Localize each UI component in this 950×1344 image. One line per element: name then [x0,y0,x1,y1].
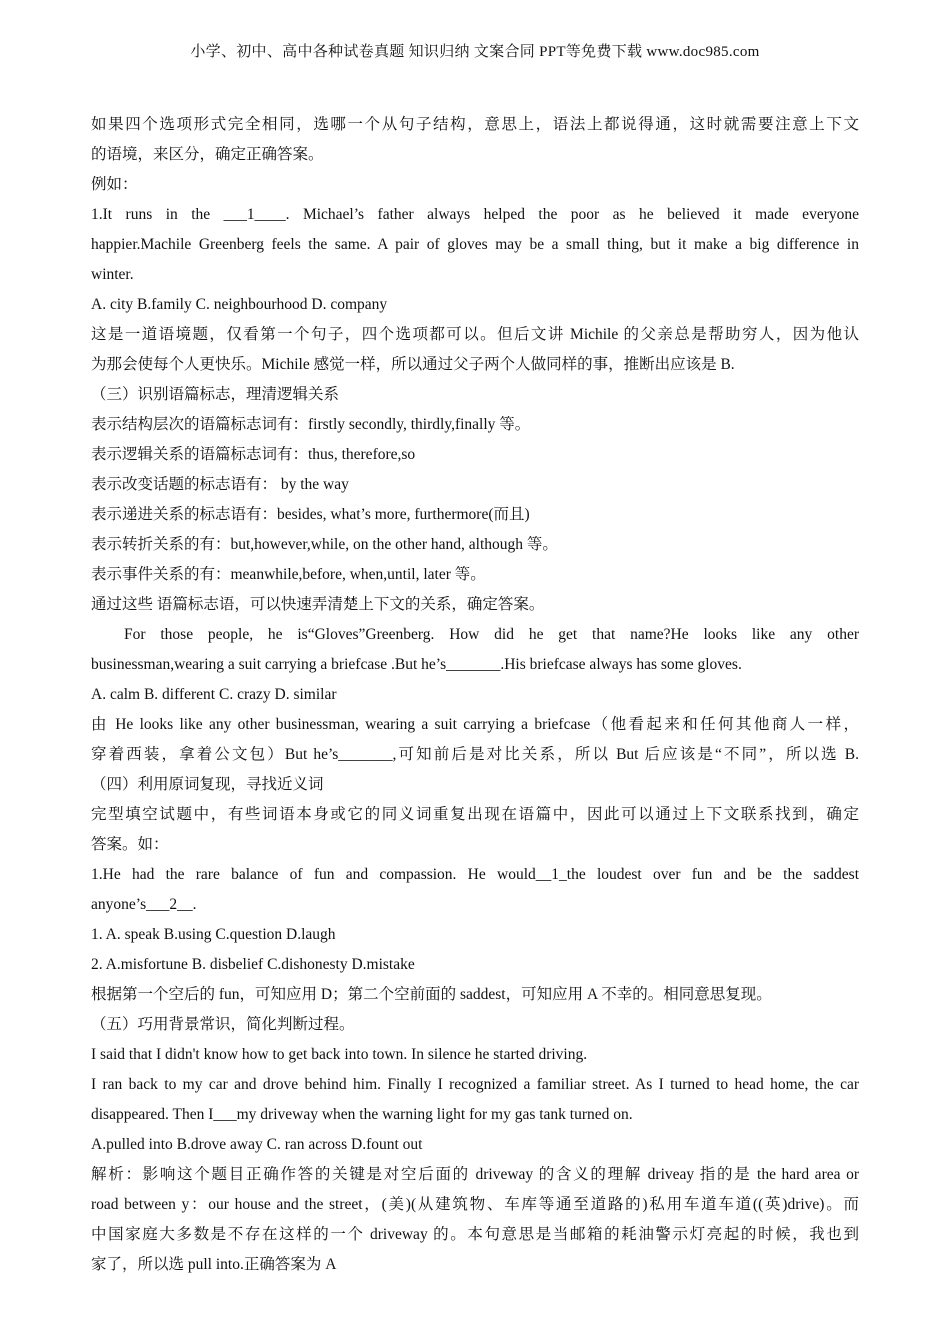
text-line: 表示逻辑关系的语篇标志词有：thus, therefore,so [91,446,416,463]
page-header: 小学、初中、高中各种试卷真题 知识归纳 文案合同 PPT等免费下载 www.doc985.com [190,44,760,60]
text-line: 1. A. speak B.using C.question D.laugh [91,926,336,943]
text-line: （四）利用原词复现，寻找近义词 [91,776,324,793]
text-line: 穿着西装，拿着公文包）But he’s_______,可知前后是对比关系，所以 But 后应该是“不同”，所以选 B. [91,746,859,763]
text-line: A.pulled into B.drove away C. ran across D.fount out [91,1136,423,1153]
text-line: I said that I didn't know how to get back into town. In silence he started driving. [91,1046,588,1063]
text-line: disappeared. Then I___my driveway when the warning light for my gas tank turned on. [91,1106,633,1123]
text-line: winter. [91,266,134,283]
text-line: 解析：影响这个题目正确作答的关键是对空后面的 driveway 的含义的理解 driveay 指的是 the hard area or [91,1166,859,1183]
text-line: 为那会使每个人更快乐。Michile 感觉一样，所以通过父子两个人做同样的事，推断出应该是 B. [91,356,735,373]
text-line: road between y：our house and the street，(美)(从建筑物、车库等通至道路的)私用车道车道((英)drive)。而 [91,1196,859,1213]
text-line: 2. A.misfortune B. disbelief C.dishonesty D.mistake [91,956,415,973]
text-line: （三）识别语篇标志，理清逻辑关系 [91,386,340,403]
text-line: 通过这些 语篇标志语，可以快速弄清楚上下文的关系，确定答案。 [91,596,545,613]
text-line: 表示转折关系的有：but,however,while, on the other hand, although 等。 [91,536,558,553]
text-line: 1.He had the rare balance of fun and compassion. He would__1_the loudest over fun and be the saddest [91,866,859,883]
text-line: 1.It runs in the ___1____. Michael’s father always helped the poor as he believed it made everyone [91,206,859,223]
text-line: businessman,wearing a suit carrying a briefcase .But he’s_______.His briefcase always has some gloves. [91,656,742,673]
text-line: 表示递进关系的标志语有：besides, what’s more, furthermore(而且) [91,506,530,523]
text-line: 表示事件关系的有：meanwhile,before, when,until, later 等。 [91,566,486,583]
text-line: A. calm B. different C. crazy D. similar [91,686,337,703]
text-line: 表示改变话题的标志语有： by the way [91,476,349,493]
text-line: 根据第一个空后的 fun，可知应用 D；第二个空前面的 saddest，可知应用 A 不幸的。相同意思复现。 [91,986,772,1003]
text-line: 答案。如： [91,836,169,853]
text-line: 家了，所以选 pull into.正确答案为 A [91,1256,337,1273]
text-line: For those people, he is“Gloves”Greenberg. How did he get that name?He looks like any other [124,626,859,643]
text-line: 这是一道语境题，仅看第一个句子，四个选项都可以。但后文讲 Michile 的父亲总是帮助穷人，因为他认 [91,326,859,343]
text-line: 完型填空试题中，有些词语本身或它的同义词重复出现在语篇中，因此可以通过上下文联系找到，确定 [91,806,859,823]
text-line: 由 He looks like any other businessman, wearing a suit carrying a briefcase（他看起来和任何其他商人一样， [91,716,859,733]
text-line: 如果四个选项形式完全相同，选哪一个从句子结构，意思上，语法上都说得通，这时就需要注意上下文 [91,116,859,133]
text-line: I ran back to my car and drove behind him. Finally I recognized a familiar street. As I turned to head home, the car [91,1076,859,1093]
text-line: 表示结构层次的语篇标志词有：firstly secondly, thirdly,finally 等。 [91,416,531,433]
text-line: 例如： [91,176,138,193]
text-line: （五）巧用背景常识，简化判断过程。 [91,1016,355,1033]
document-body [91,110,859,1280]
text-line: anyone’s___2__. [91,896,197,913]
text-line: 的语境，来区分，确定正确答案。 [91,146,324,163]
text-line: happier.Machile Greenberg feels the same. A pair of gloves may be a small thing, but it make a big difference in [91,236,859,253]
text-line: 中国家庭大多数是不存在这样的一个 driveway 的。本句意思是当邮箱的耗油警示灯亮起的时候，我也到 [91,1226,859,1243]
text-line: A. city B.family C. neighbourhood D. company [91,296,388,313]
